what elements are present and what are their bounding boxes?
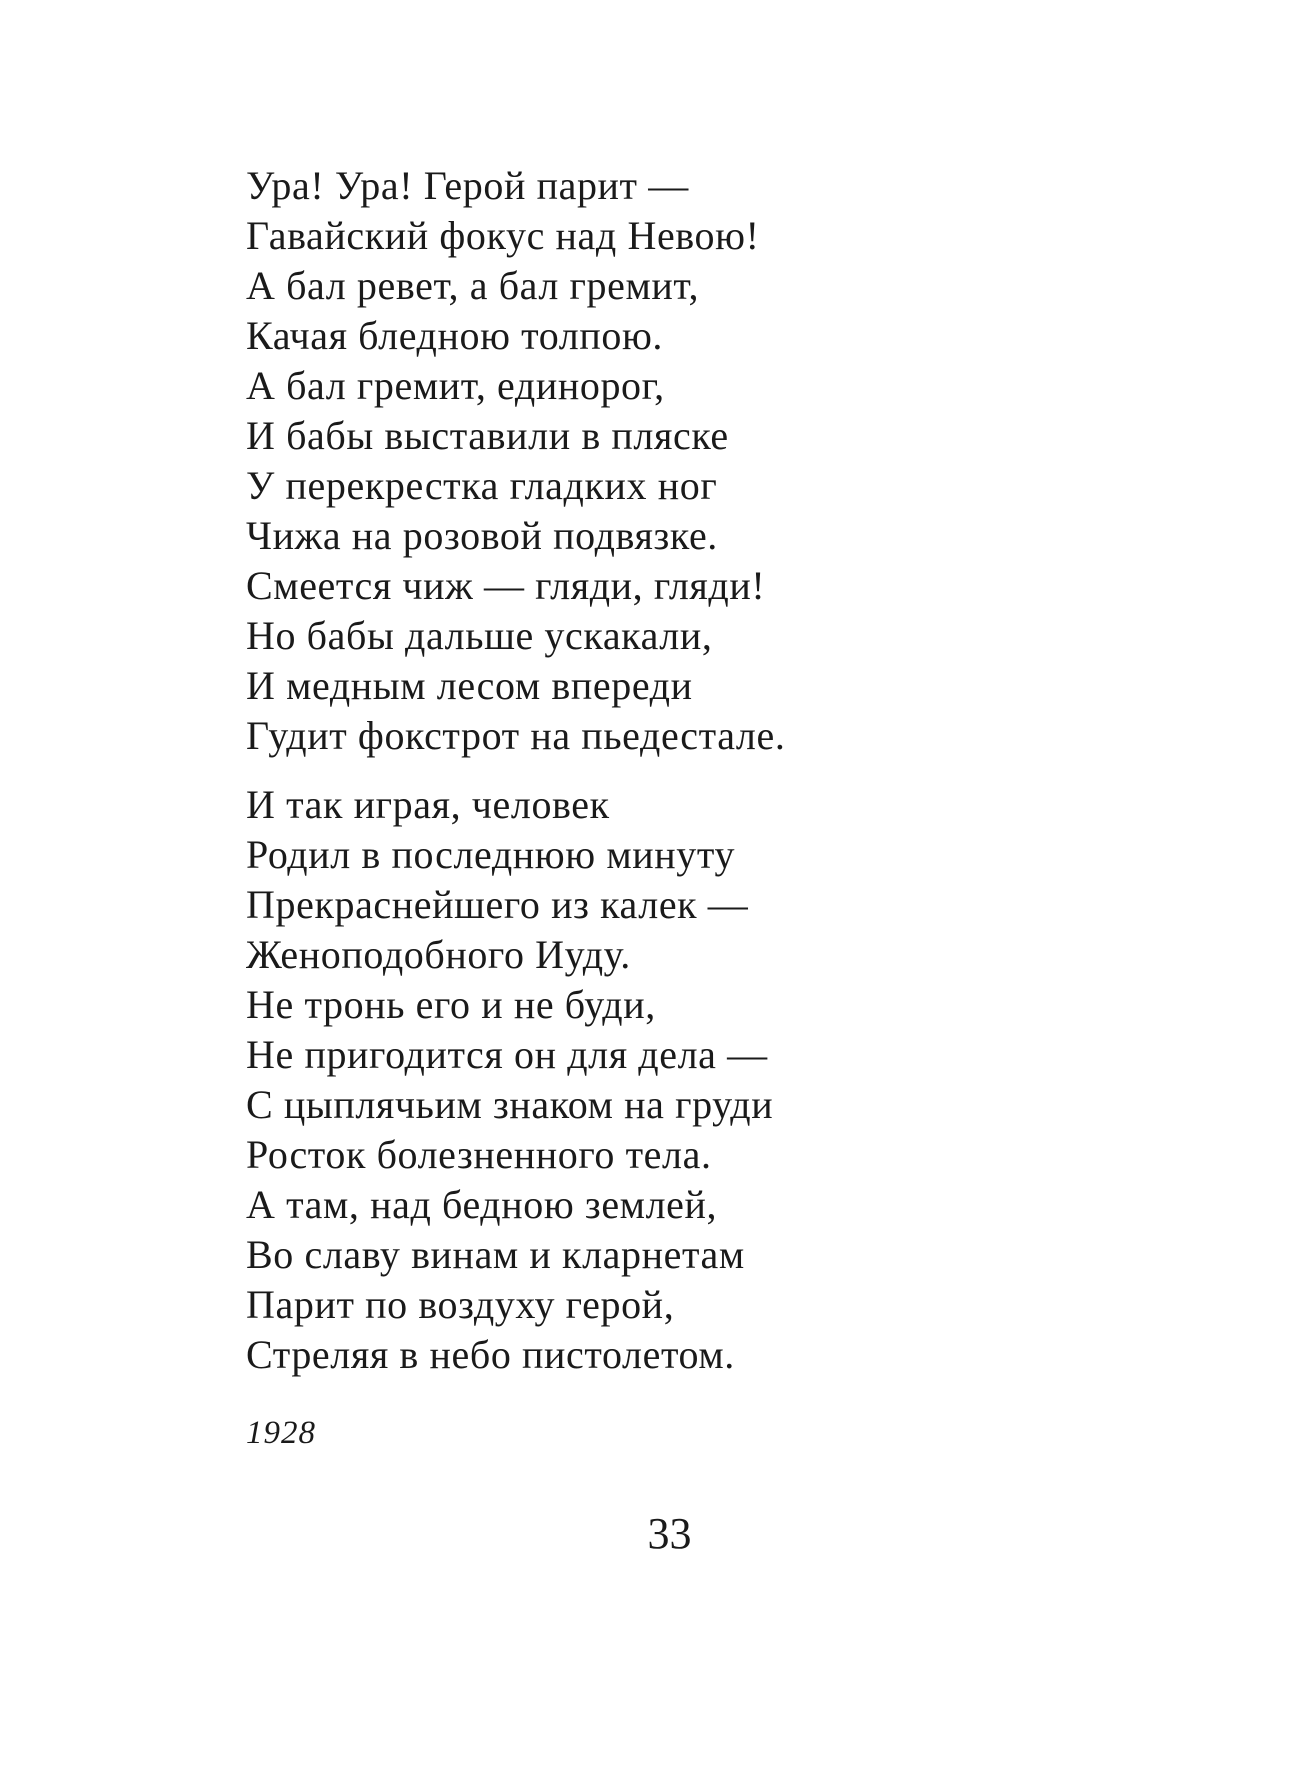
poem-line: Женоподобного Иуду. [246,932,631,977]
stanza-1 [246,161,1146,761]
poem-line: Смеется чиж — гляди, гляди! [246,563,766,608]
page-number: 33 [647,1509,692,1558]
poem-line: С цыплячьим знаком на груди [246,1082,774,1127]
poem-line: Не пригодится он для дела — [246,1032,768,1077]
stanza-2 [246,780,1146,1380]
poem-line: Не тронь его и не буди, [246,982,656,1027]
poem-line: Но бабы дальше ускакали, [246,613,713,658]
poem-line: Во славу винам и кларнетам [246,1232,745,1277]
poem-line: Стреляя в небо пистолетом. [246,1332,735,1377]
poem-line: И медным лесом впереди [246,663,693,708]
poem-line: У перекрестка гладких ног [246,463,718,508]
poem [246,161,1146,1380]
poem-line: И бабы выставили в пляске [246,413,729,458]
poem-date: 1928 [246,1415,316,1451]
poem-line: Чижа на розовой подвязке. [246,513,718,558]
poem-line: Росток болезненного тела. [246,1132,712,1177]
poem-line: Родил в последнюю минуту [246,832,736,877]
poem-line: Ура! Ура! Герой парит — [246,163,689,208]
poem-line: Парит по воздуху герой, [246,1282,675,1327]
poem-line: А бал гремит, единорог, [246,363,665,408]
poem-line: Качая бледною толпою. [246,313,664,358]
poem-line: А там, над бедною землей, [246,1182,718,1227]
poem-line: А бал ревет, а бал гремит, [246,263,700,308]
poem-line: И так играя, человек [246,782,610,827]
poem-line: Гудит фокстрот на пьедестале. [246,713,786,758]
poem-line: Прекраснейшего из калек — [246,882,749,927]
poem-line: Гавайский фокус над Невою! [246,213,760,258]
